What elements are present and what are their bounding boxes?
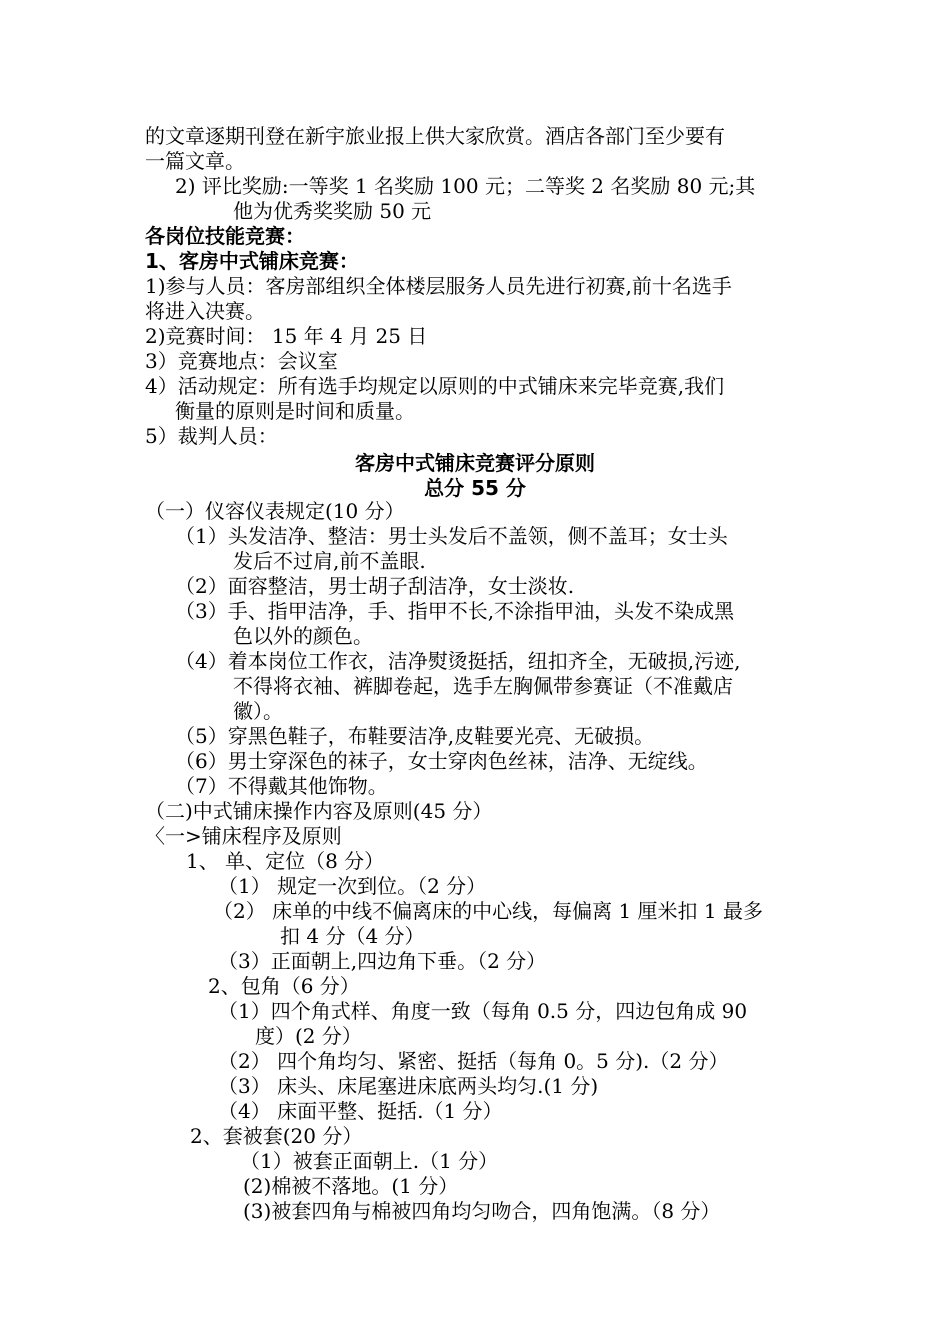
text-line: （3） 床头、床尾塞进床底两头均匀.(1 分): [218, 1074, 599, 1098]
text-line: （2） 床单的中线不偏离床的中心线，每偏离 1 厘米扣 1 最多: [213, 899, 763, 923]
text-line: （1）头发洁净、整洁：男士头发后不盖领，侧不盖耳；女士头: [175, 524, 728, 548]
text-line: 他为优秀奖奖励 50 元: [233, 199, 432, 223]
text-line: 1、 单、定位（8 分）: [186, 849, 385, 873]
text-line: 发后不过肩,前不盖眼.: [233, 549, 426, 573]
text-line: 4）活动规定：所有选手均规定以原则的中式铺床来完毕竞赛,我们: [145, 374, 725, 398]
section-heading: 各岗位技能竞赛：: [145, 224, 305, 248]
text-line: （4） 床面平整、挺括.（1 分）: [218, 1099, 503, 1123]
text-line: （2）面容整洁，男士胡子刮洁净，女士淡妆.: [175, 574, 575, 598]
text-line: 扣 4 分（4 分）: [280, 924, 425, 948]
text-line: 2、包角（6 分）: [208, 974, 360, 998]
text-line: 1)参与人员：客房部组织全体楼层服务人员先进行初赛,前十名选手: [145, 274, 732, 298]
text-line: （1） 规定一次到位。（2 分）: [218, 874, 487, 898]
text-line: (2)棉被不落地。(1 分）: [243, 1174, 459, 1198]
text-line: 〈一>铺床程序及原则: [145, 824, 342, 848]
text-line: 5）裁判人员：: [145, 424, 278, 448]
text-line: (3)被套四角与棉被四角均匀吻合，四角饱满。（8 分）: [243, 1199, 721, 1223]
text-line: 将进入决赛。: [145, 299, 265, 323]
text-line: （1）被套正面朝上.（1 分）: [240, 1149, 499, 1173]
text-line: （3）手、指甲洁净，手、指甲不长,不涂指甲油，头发不染成黑: [175, 599, 735, 623]
section-heading: 1、客房中式铺床竞赛：: [145, 249, 359, 273]
text-line: （3）正面朝上,四边角下垂。（2 分）: [218, 949, 547, 973]
text-line: （4）着本岗位工作衣，洁净熨烫挺括，纽扣齐全，无破损,污迹,: [175, 649, 741, 673]
text-line: （5）穿黑色鞋子，布鞋要洁净,皮鞋要光亮、无破损。: [175, 724, 655, 748]
text-line: （二)中式铺床操作内容及原则(45 分）: [145, 799, 493, 823]
text-line: 的文章逐期刊登在新宇旅业报上供大家欣赏。酒店各部门至少要有: [145, 124, 725, 148]
text-line: 色以外的颜色。: [233, 624, 373, 648]
text-line: 2) 评比奖励:一等奖 1 名奖励 100 元；二等奖 2 名奖励 80 元;其: [175, 174, 756, 198]
text-line: （6）男士穿深色的袜子，女士穿肉色丝袜，洁净、无绽线。: [175, 749, 708, 773]
page-title: 客房中式铺床竞赛评分原则: [355, 451, 595, 475]
text-line: （1）四个角式样、角度一致（每角 0.5 分，四边包角成 90: [218, 999, 748, 1023]
text-line: 2)竞赛时间： 15 年 4 月 25 日: [145, 324, 428, 348]
text-line: 3）竞赛地点：会议室: [145, 349, 338, 373]
text-line: 一篇文章。: [145, 149, 245, 173]
text-line: （7）不得戴其他饰物。: [175, 774, 388, 798]
page-subtitle: 总分 55 分: [424, 476, 526, 500]
text-line: 度）(2 分）: [255, 1024, 362, 1048]
text-line: 徽）。: [233, 699, 283, 723]
text-line: 2、套被套(20 分）: [190, 1124, 363, 1148]
text-line: 衡量的原则是时间和质量。: [175, 399, 415, 423]
text-line: （2） 四个角均匀、紧密、挺括（每角 0。5 分).（2 分）: [218, 1049, 729, 1073]
text-line: （一）仪容仪表规定(10 分）: [145, 499, 405, 523]
text-line: 不得将衣袖、裤脚卷起，选手左胸佩带参赛证（不准戴店: [233, 674, 733, 698]
